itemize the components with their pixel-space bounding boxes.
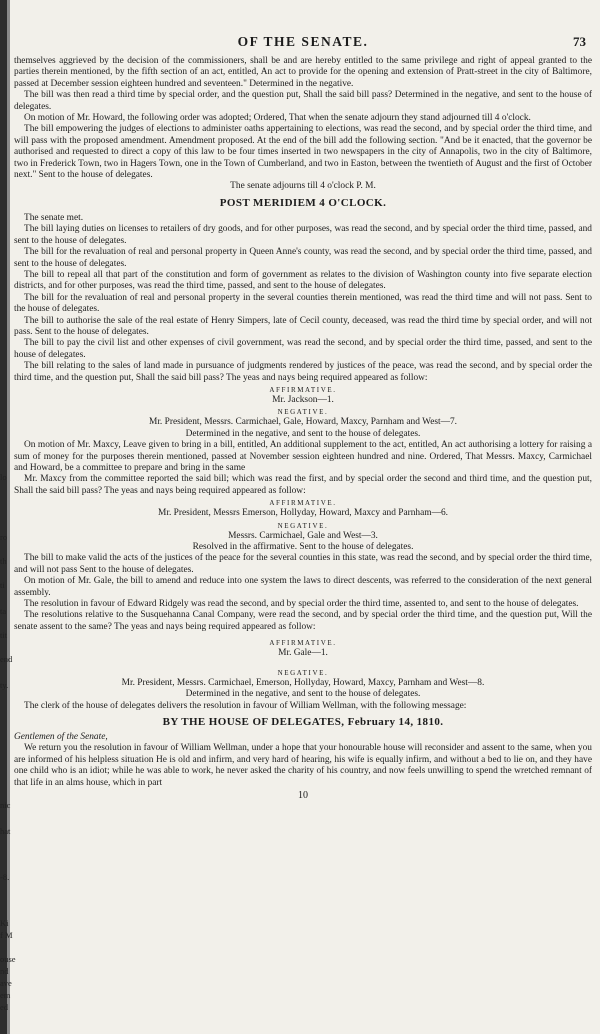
paragraph: The resolutions relative to the Susquehanna Canal Company, were read the second, and by special order the third time, and the question put, Will the senate assent to the same? The yeas and nays being required appeared as follow:	[14, 610, 592, 632]
page-number: 73	[573, 34, 586, 49]
page-header	[14, 34, 592, 56]
paragraph: We return you the resolution in favour of William Wellman, under a hope that your honourable house will reconsider and assent to the same, when you are informed of his helpless situation He is old and infirm, and very hard of hearing, his wife is equally infirm, and without a bed to lie on, and they have one child who is an idiot; while he was able to work, he never asked the charity of his country, and now feels unwilling to spend the wretched remnant of that life in an alms house, which in part	[14, 743, 592, 788]
margin-fragment: ta	[0, 606, 7, 616]
margin-fragment: em	[0, 990, 11, 1000]
margin-fragment: Ki	[0, 918, 9, 928]
spacer	[14, 633, 592, 637]
vote-result: Determined in the negative, and sent to the house of delegates.	[185, 428, 421, 439]
vote-negative-names: Messrs. Carmichael, Gale and West—3.	[228, 530, 378, 541]
page-content	[14, 34, 592, 801]
vote-affirmative-heading: AFFIRMATIVE.	[269, 499, 337, 508]
paragraph: The bill to make valid the acts of the justices of the peace for the several counties in this state, was read the second, and by special order the third time, and will not pass Sent to the house of delegates.	[14, 553, 592, 575]
paragraph: The bill for the revaluation of real and personal property in Queen Anne's county, was read the second, and by special order the third time, passed, and sent to the house of delegates.	[14, 247, 592, 269]
margin-fragment: -8.	[0, 872, 10, 882]
margin-fragment: end	[0, 654, 13, 664]
vote-negative-names: Mr. President, Messrs. Carmichael, Emerson, Hollyday, Howard, Maxcy, Parnham and West—8.	[121, 677, 485, 688]
paragraph: The clerk of the house of delegates delivers the resolution in favour of William Wellman, with the following message:	[24, 700, 467, 711]
left-margin-fragments	[0, 0, 14, 1034]
paragraph: On motion of Mr. Gale, the bill to amend and reduce into one system the laws to direct descents, was referred to the consideration of the next general assembly.	[14, 576, 592, 598]
paragraph: The bill relating to the sales of land made in pursuance of judgments rendered by justices of the peace, was read the second, and by special order the third time, and the question put, Shall the said bill pass? The yeas and nays being required appeared as follow:	[14, 361, 592, 383]
margin-fragment: tit	[0, 630, 8, 640]
margin-fragment: ouse	[0, 954, 16, 964]
running-head: OF THE SENATE.	[237, 34, 369, 49]
paragraph: The bill laying duties on licenses to retailers of dry goods, and for other purposes, was read the second, and by special order the third time, passed, and sent to the house of delegates.	[14, 224, 592, 246]
paragraph: The bill to authorise the sale of the real estate of Henry Simpers, late of Cecil county, deceased, was read the third time by special order, and will not pass. Sent to the house of delegates.	[14, 315, 592, 337]
vote-affirmative-names: Mr. Jackson—1.	[272, 394, 334, 405]
vote-affirmative-heading: AFFIRMATIVE.	[269, 639, 337, 648]
salutation: Gentlemen of the Senate,	[14, 731, 108, 742]
margin-fragment: ed	[0, 1002, 9, 1012]
margin-fragment: f M	[0, 930, 13, 940]
paragraph: The bill to pay the civil list and other expenses of civil government, was read the second, and by special order the third time, passed, and sent to the house of delegates.	[14, 338, 592, 360]
margin-fragment: hat	[0, 826, 11, 836]
margin-fragment: ro	[0, 532, 8, 542]
vote-affirmative-names: Mr. President, Messrs Emerson, Hollyday, Howard, Maxcy and Parnham—6.	[158, 508, 448, 519]
paragraph: themselves aggrieved by the decision of the commissioners, shall be and are hereby entitled to the same privilege and right of appeal granted to the parties therein mentioned, by the fifth section of an act, entitled, An act to provide for the opening and extension of Pratt-street in the city of Baltimore, passed at December session eighteen hundred and seventeen." Determined in the negative.	[14, 56, 592, 89]
section-heading: BY THE HOUSE OF DELEGATES, February 14, 1810.	[162, 715, 444, 728]
vote-affirmative-names: Mr. Gale—1.	[278, 648, 328, 659]
vote-negative-names: Mr. President, Messrs. Carmichael, Gale, Howard, Maxcy, Parnham and West—7.	[148, 417, 458, 428]
paragraph: Mr. Maxcy from the committee reported the said bill; which was read the first, and by special order the second and third time, and the question put, Shall the said bill pass? The yeas and nays being required appeared as follow:	[14, 474, 592, 496]
adjournment-line: The senate adjourns till 4 o'clock P. M.	[230, 181, 376, 192]
vote-negative-heading: NEGATIVE.	[277, 521, 329, 530]
vote-affirmative-heading: AFFIRMATIVE.	[269, 385, 337, 394]
vote-negative-heading: NEGATIVE.	[277, 408, 329, 417]
margin-fragment: ti	[0, 580, 5, 590]
paragraph: On motion of Mr. Howard, the following order was adopted; Ordered, That when the senate adjourn they stand adjourned till 4 o'clock.	[24, 113, 531, 124]
vote-result: Resolved in the affirmative. Sent to the house of delegates.	[192, 542, 414, 553]
paragraph: The bill empowering the judges of elections to administer oaths appertaining to elections, was read the second, and by special order the third time, and will pass with the proposed amendment. Amendment proposed. At the end of the bill add the following section. "And be it enacted, that the governor be authorised and requested to direct a copy of this law to be four times inserted in two newspapers in the city of Annapolis, two in the city of Baltimore, two in Frederick Town, two in Hagers Town, one in the Town of Cumberland, and two in Easton, between the twentieth of August and the first of October next." Sent to the house of delegates.	[14, 124, 592, 181]
vote-negative-heading: NEGATIVE.	[277, 668, 329, 677]
spacer	[14, 660, 592, 667]
paragraph: The resolution in favour of Edward Ridgely was read the second, and by special order the third time, assented to, and sent to the house of delegates.	[24, 599, 579, 610]
paragraph: The bill for the revaluation of real and personal property in the several counties therein mentioned, was read the third time and will not pass. Sent to the house of delegates.	[14, 292, 592, 315]
paragraph: The senate met.	[24, 212, 84, 223]
margin-fragment: lo	[0, 472, 7, 482]
signature-mark: 10	[298, 789, 308, 801]
vote-result: Determined in the negative, and sent to the house of delegates.	[185, 689, 421, 700]
margin-fragment: ave	[0, 978, 12, 988]
margin-fragment: nd	[0, 966, 9, 976]
paragraph: The bill was then read a third time by special order, and the question put, Shall the said bill pass? Determined in the negative, and sent to the house of delegates.	[14, 90, 592, 112]
margin-fragment: ty.	[0, 680, 9, 690]
section-heading: POST MERIDIEM 4 O'CLOCK.	[219, 196, 387, 209]
paragraph: The bill to repeal all that part of the constitution and form of government as relates to the division of Washington county into five separate election districts, and for other purposes, was read the third time, passed, and sent to the house of delegates.	[14, 269, 592, 292]
paragraph: On motion of Mr. Maxcy, Leave given to bring in a bill, entitled, An additional supplement to the act, entitled, An act authorising a lottery for raising a sum of money for the purposes therein mentioned, passed at November session eighteen hundred and nine. Ordered, That Messrs. Maxcy, Carmichael and Howard, be a committee to prepare and bring in the same	[14, 440, 592, 473]
margin-fragment: th	[0, 556, 7, 566]
margin-fragment: nic	[0, 800, 11, 810]
